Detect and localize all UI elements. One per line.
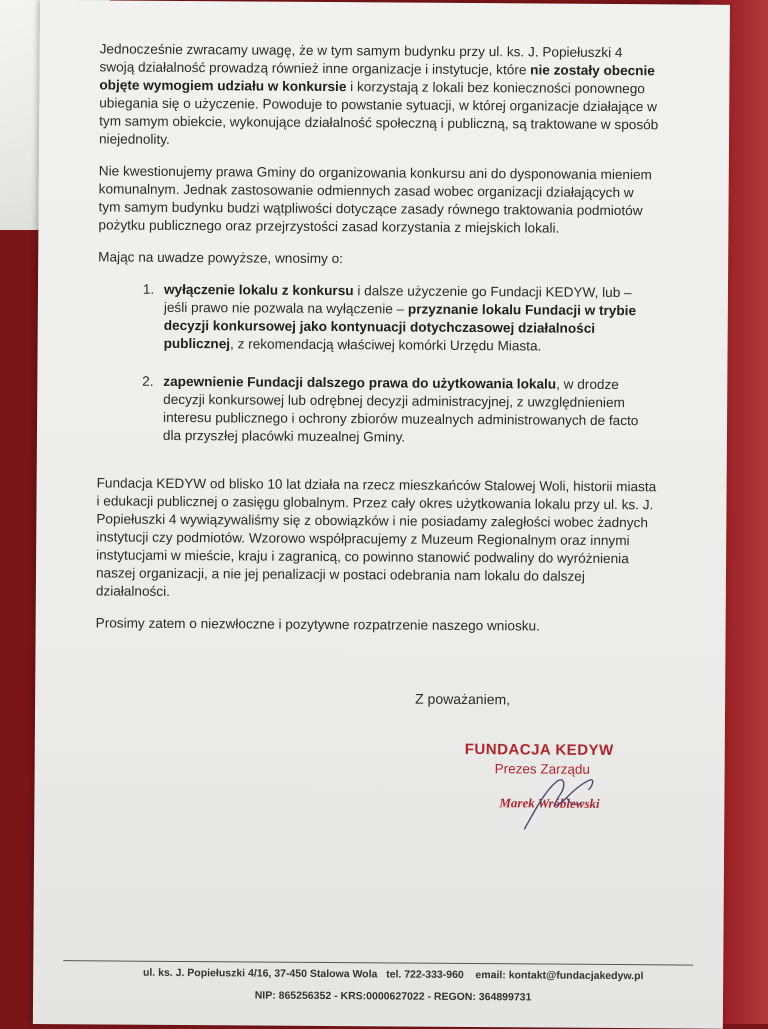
footer-contact: ul. ks. J. Popiełuszki 4/16, 37-450 Stalowa Wola tel. 722-333-960 email: kontakt@fundacjakedyw.pl bbox=[142, 966, 644, 983]
letter-page bbox=[33, 0, 730, 1029]
footer-registration: NIP: 865256352 - KRS:0000627022 - REGON: 364899731 bbox=[254, 989, 532, 1004]
letter-body bbox=[95, 40, 659, 650]
paragraph-request-consideration: Prosimy zatem o niezwłoczne i pozytywne rozpatrzenie naszego wniosku. bbox=[95, 615, 540, 634]
stamp-name: Marek Wróblewski bbox=[499, 795, 600, 811]
request-item-2: 2. zapewnienie Fundacji dalszego prawa do użytkowania lokalu, w drodze decyzji konkursowej lub odrębnej decyzji administracyjnej, z uwzględnieniem interesu publicznego i ochrony zbiorów muzealnych administrowanych de facto dla przyszłej placówki muzealnej Gminy. bbox=[157, 373, 657, 448]
stamp-organization: FUNDACJA KEDYW bbox=[464, 740, 614, 760]
closing-salutation: Z poważaniem, bbox=[415, 690, 511, 708]
paragraph-requests-intro: Mając na uwadze powyższe, wnosimy o: bbox=[98, 249, 344, 267]
signature-stamp bbox=[464, 741, 665, 832]
handwritten-signature-icon bbox=[504, 751, 625, 832]
paragraph-foundation-activity: Fundacja KEDYW od blisko 10 lat działa na rzecz mieszkańców Stalowej Woli, historii miasta i edukacji publicznej o zasięgu globalnym. Przez cały okres użytkowania lokalu przy ul. ks. J. Popiełuszki 4 wywiązywaliśmy się z obowiązków i nie posiadamy zaległości wobec żadnych instytucji czy podmiotów. Wzorowo współpracujemy z Muzeum Regionalnym oraz innymi instytucjami w mieście, kraju i zagranicą, co powinno stanowić podwaliny do wyróżnienia naszej organizacji, a nie jej penalizacji w postaci odebrania nam lokalu do dalszej działalności. bbox=[95, 475, 657, 599]
paragraph-no-objection: Nie kwestionujemy prawa Gminy do organizowania konkursu ani do dysponowania mieniem komunalnym. Jednak zastosowanie odmiennych zasad wobec organizacji działających w tym samym budynku budzi wątpliwości dotyczące zasady równego traktowania podmiotów pożytku publicznego oraz przejrzystości zasad korzystania z miejskich lokali. bbox=[98, 163, 652, 236]
footer-divider bbox=[63, 960, 693, 965]
request-item-1: 1. wyłączenie lokalu z konkursu i dalsze użyczenie go Fundacji KEDYW, lub – jeśli prawo nie pozwala na wyłączenie – przyznanie lokalu Fundacji w trybie decyzji konkursowej jako kontynuacji dotychczasowej działalności publicznej, z rekomendacją właściwej komórki Urzędu Miasta. bbox=[158, 281, 658, 356]
stamp-role: Prezes Zarządu bbox=[494, 761, 590, 777]
paragraph-equal-treatment: Jednocześnie zwracamy uwagę, że w tym samym budynku przy ul. ks. J. Popiełuszki 4 swoją działalność prowadzą również inne organizacje i instytucje, które nie zostały obecnie objęte wymogiem udziału w konkursie i korzystają z lokali bez konieczności ponownego ubiegania się o użyczenie. Powoduje to powstanie sytuacji, w której organizacje działające w tym samym obiekcie, wykonujące działalność społeczną i publiczną, są traktowane w sposób niejednolity. bbox=[98, 41, 659, 147]
requests-list bbox=[97, 280, 658, 448]
